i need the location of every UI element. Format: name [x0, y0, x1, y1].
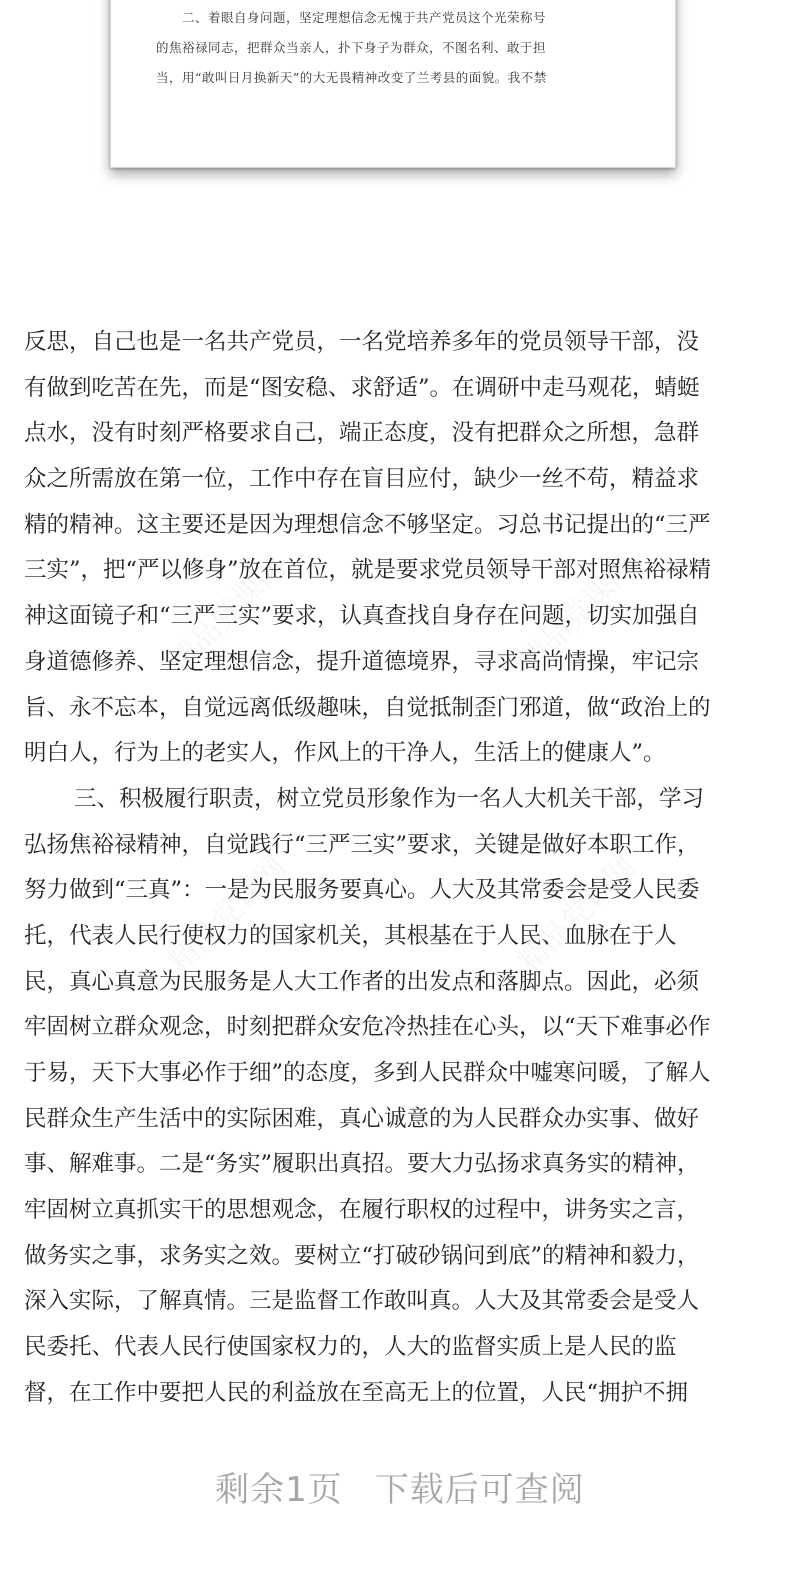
body-line: 点水，没有时刻严格要求自己，端正态度，没有把群众之所想，急群: [24, 420, 700, 447]
watermark: 精品党课网: [512, 549, 643, 680]
body-line: 众之所需放在第一位，工作中存在盲目应付，缺少一丝不苟，精益求: [24, 466, 700, 493]
body-line: 弘扬焦裕禄精神，自觉践行“三严三实”要求，关键是做好本职工作，: [24, 831, 700, 858]
body-line: 明白人，行为上的老实人，作风上的干净人，生活上的健康人”。: [24, 740, 666, 767]
body-line: 事、解难事。二是“务实”履职出真招。要大力弘扬求真务实的精神，: [24, 1151, 700, 1178]
body-line: 深入实际，了解真情。三是监督工作敢叫真。人大及其常委会是受人: [24, 1288, 700, 1315]
preview-line: 当，用“敢叫日月换新天”的大无畏精神改变了兰考县的面貌。我不禁: [156, 70, 547, 85]
remaining-pages-label: 剩余1页: [215, 1470, 343, 1510]
watermark: 精品党课网: [512, 849, 643, 980]
body-line: 托，代表人民行使权力的国家机关，其根基在于人民、血脉在于人: [24, 922, 677, 949]
watermark: 精品党课网: [162, 549, 293, 680]
body-line: 身道德修养、坚定理想信念，提升道德境界，寻求高尚情操，牢记宗: [24, 648, 700, 675]
body-line: 民，真心真意为民服务是人大工作者的出发点和落脚点。因此，必须: [24, 968, 700, 995]
body-line: 于易，天下大事必作于细”的态度，多到人民群众中嘘寒问暖，了解人: [24, 1060, 711, 1086]
body-line: 努力做到“三真”：一是为民服务要真心。人大及其常委会是受人民委: [24, 877, 700, 904]
body-line: 三实”，把“严以修身”放在首位，就是要求党员领导干部对照焦裕禄精: [24, 557, 712, 584]
body-line: 有做到吃苦在先，而是“图安稳、求舒适”。在调研中走马观花，蜻蜓: [24, 374, 700, 401]
body-line: 反思，自己也是一名共产党员，一名党培养多年的党员领导干部，没: [24, 329, 700, 355]
body-line: 督，在工作中要把人民的利益放在至高无上的位置，人民“拥护不拥: [24, 1379, 689, 1406]
previous-page-preview: [110, 0, 676, 168]
preview-line: 的焦裕禄同志，把群众当亲人，扑下身子为群众，不图名利、敢于担: [156, 40, 547, 55]
preview-line: 二、着眼自身问题，坚定理想信念无愧于共产党员这个光荣称号: [182, 10, 547, 25]
body-line: 牢固树立群众观念，时刻把群众安危冷热挂在心头，以“天下难事必作: [24, 1014, 711, 1041]
body-line: 民委托、代表人民行使国家权力的，人大的监督实质上是人民的监: [24, 1334, 677, 1361]
body-line: 旨、永不忘本，自觉远离低级趣味，自觉抵制歪门邪道，做“政治上的: [24, 694, 711, 721]
download-to-view-label: 下载后可查阅: [374, 1470, 585, 1510]
preview-text: [156, 3, 636, 93]
body-line: 精的精神。这主要还是因为理想信念不够坚定。习总书记提出的“三严: [24, 511, 711, 538]
document-body: [24, 320, 776, 1417]
body-line: 民群众生产生活中的实际困难，真心诚意的为人民群众办实事、做好: [24, 1105, 700, 1132]
watermark: 精品党课网: [162, 849, 293, 980]
body-line: 做务实之事，求务实之效。要树立“打破砂锅问到底”的精神和毅力，: [24, 1242, 700, 1269]
body-line: 牢固树立真抓实干的思想观念，在履行职权的过程中，讲务实之言，: [24, 1197, 700, 1224]
body-line: 神这面镜子和“三严三实”要求，认真查找自身存在问题，切实加强自: [24, 603, 700, 630]
download-prompt[interactable]: [0, 1462, 800, 1511]
section-heading-line: 三、积极履行职责，树立党员形象作为一名人大机关干部，学习: [74, 785, 705, 812]
